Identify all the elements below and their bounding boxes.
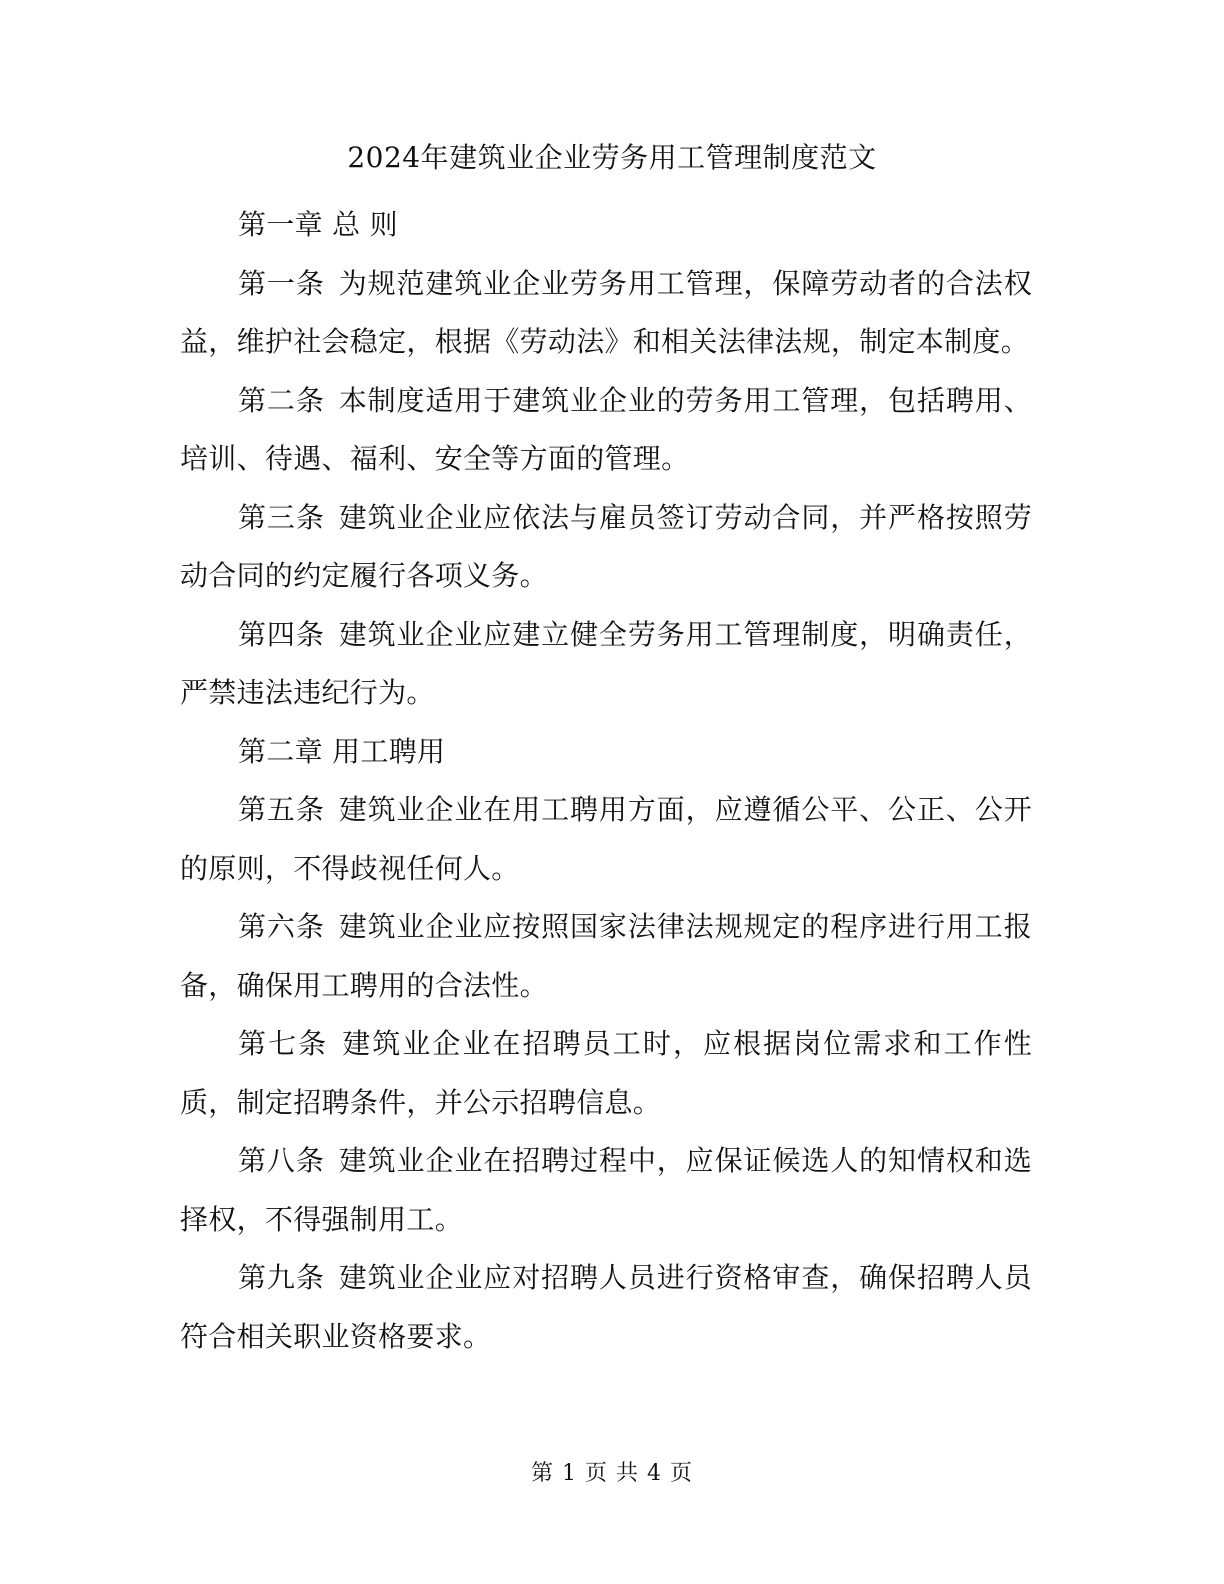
article-4 (180, 606, 1032, 723)
article-text: 建筑业企业在用工聘用方面，应遵循公平、公正、公开的原则，不得歧视任何人。 (180, 793, 1032, 885)
article-label: 第二条 (238, 383, 325, 417)
page-footer: 第 1 页 共 4 页 (531, 1461, 693, 1486)
article-label: 第五条 (238, 793, 325, 826)
document-title: 2024年建筑业企业劳务用工管理制度范文 (347, 141, 877, 174)
chapter-heading: 第一章 总 则 (238, 208, 398, 241)
article-text: 建筑业企业应对招聘人员进行资格审查，确保招聘人员符合相关职业资格要求。 (180, 1261, 1032, 1353)
article-text: 建筑业企业应建立健全劳务用工管理制度，明确责任，严禁违法违纪行为。 (180, 617, 1032, 709)
article-label: 第七条 (238, 1027, 329, 1060)
article-label: 第三条 (238, 500, 325, 534)
article-6 (180, 898, 1032, 1015)
article-text: 建筑业企业应按照国家法律法规规定的程序进行用工报备，确保用工聘用的合法性。 (180, 910, 1032, 1002)
article-label: 第六条 (238, 910, 325, 943)
article-label: 第八条 (238, 1144, 325, 1177)
article-text: 本制度适用于建筑业企业的劳务用工管理，包括聘用、培训、待遇、福利、安全等方面的管理。 (180, 383, 1032, 475)
article-2 (180, 372, 1032, 489)
article-text: 建筑业企业应依法与雇员签订劳动合同，并严格按照劳动合同的约定履行各项义务。 (180, 500, 1032, 592)
article-label: 第九条 (238, 1261, 325, 1294)
article-text: 为规范建筑业企业劳务用工管理，保障劳动者的合法权益，维护社会稳定，根据《劳动法》和相关法律法规，制定本制度。 (180, 266, 1032, 358)
article-label: 第四条 (238, 617, 325, 651)
article-9 (180, 1249, 1032, 1366)
article-text: 建筑业企业在招聘员工时，应根据岗位需求和工作性质，制定招聘条件，并公示招聘信息。 (180, 1027, 1032, 1119)
chapter-heading: 第二章 用工聘用 (238, 734, 446, 768)
article-text: 建筑业企业在招聘过程中，应保证候选人的知情权和选择权，不得强制用工。 (180, 1144, 1032, 1236)
article-7 (180, 1015, 1032, 1132)
article-label: 第一条 (238, 266, 325, 300)
article-1 (180, 255, 1032, 372)
document-body (180, 196, 1032, 1366)
article-8 (180, 1132, 1032, 1249)
article-3 (180, 489, 1032, 606)
article-5 (180, 781, 1032, 898)
